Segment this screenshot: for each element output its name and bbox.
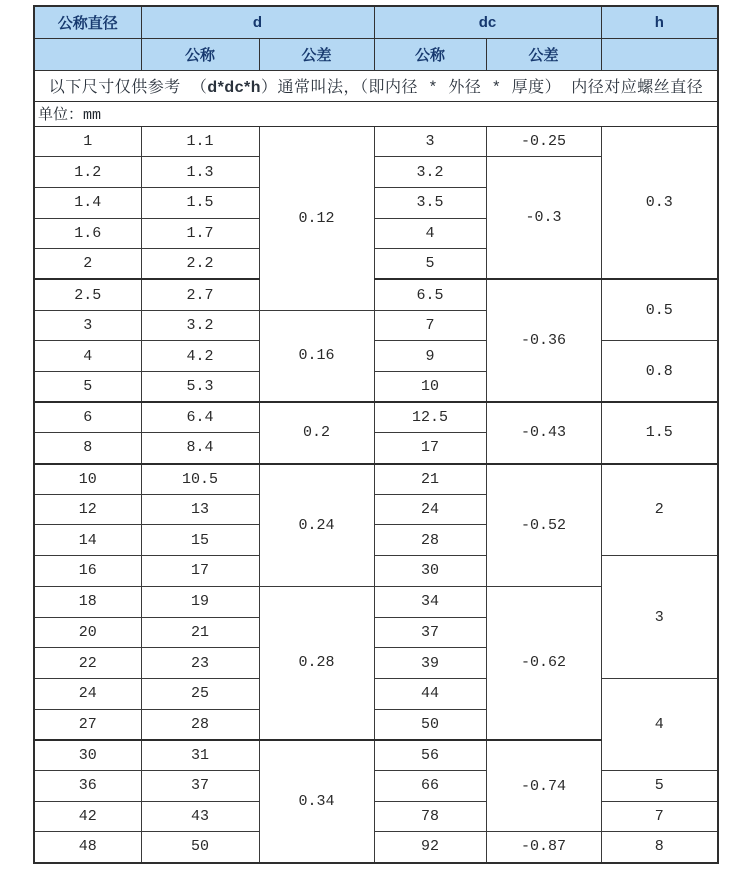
- cell-dc-nominal: 4: [374, 218, 486, 249]
- cell-nominal-diameter: 10: [34, 464, 141, 495]
- table-row: [34, 464, 718, 495]
- table-row: [34, 832, 718, 863]
- spec-table: [33, 5, 719, 864]
- cell-d-nominal: 28: [141, 709, 259, 740]
- cell-nominal-diameter: 16: [34, 556, 141, 587]
- cell-dc-nominal: 3: [374, 126, 486, 157]
- cell-nominal-diameter: 14: [34, 525, 141, 556]
- title-part1: 以下尺寸仅供参考 （: [48, 79, 208, 97]
- cell-dc-nominal: 6.5: [374, 279, 486, 310]
- cell-nominal-diameter: 42: [34, 801, 141, 832]
- cell-h: 0.3: [601, 126, 718, 279]
- cell-d-nominal: 5.3: [141, 372, 259, 403]
- cell-nominal-diameter: 1: [34, 126, 141, 157]
- cell-dc-nominal: 34: [374, 586, 486, 617]
- cell-dc-nominal: 12.5: [374, 402, 486, 433]
- cell-dc-nominal: 92: [374, 832, 486, 863]
- cell-nominal-diameter: 20: [34, 617, 141, 648]
- cell-dc-tolerance: -0.3: [486, 157, 601, 280]
- title-row: [34, 70, 718, 101]
- cell-d-nominal: 1.7: [141, 218, 259, 249]
- cell-d-nominal: 2.2: [141, 249, 259, 280]
- cell-nominal-diameter: 22: [34, 648, 141, 679]
- header-d-nominal: 公称: [141, 38, 259, 70]
- header-d: d: [141, 6, 374, 38]
- cell-d-nominal: 23: [141, 648, 259, 679]
- cell-dc-nominal: 30: [374, 556, 486, 587]
- cell-dc-nominal: 66: [374, 770, 486, 801]
- cell-dc-nominal: 78: [374, 801, 486, 832]
- cell-d-nominal: 1.5: [141, 187, 259, 218]
- cell-d-tolerance: 0.34: [259, 740, 374, 863]
- cell-dc-nominal: 3.2: [374, 157, 486, 188]
- cell-d-nominal: 1.1: [141, 126, 259, 157]
- cell-d-tolerance: 0.16: [259, 310, 374, 402]
- cell-nominal-diameter: 6: [34, 402, 141, 433]
- cell-d-tolerance: 0.2: [259, 402, 374, 463]
- header-row-sub: [34, 38, 718, 70]
- cell-d-nominal: 2.7: [141, 279, 259, 310]
- header-d-tolerance: 公差: [259, 38, 374, 70]
- cell-dc-nominal: 21: [374, 464, 486, 495]
- cell-nominal-diameter: 36: [34, 770, 141, 801]
- cell-dc-nominal: 7: [374, 310, 486, 341]
- cell-dc-nominal: 17: [374, 433, 486, 464]
- cell-d-tolerance: 0.28: [259, 586, 374, 739]
- cell-dc-tolerance: -0.52: [486, 464, 601, 587]
- unit-row: [34, 101, 718, 126]
- cell-dc-nominal: 37: [374, 617, 486, 648]
- spec-table-header: [34, 6, 718, 70]
- table-row: [34, 770, 718, 801]
- cell-dc-tolerance: -0.62: [486, 586, 601, 739]
- cell-nominal-diameter: 12: [34, 494, 141, 525]
- header-h: h: [601, 6, 718, 38]
- table-row: [34, 556, 718, 587]
- header-dc-tolerance: 公差: [486, 38, 601, 70]
- cell-nominal-diameter: 1.6: [34, 218, 141, 249]
- cell-dc-nominal: 39: [374, 648, 486, 679]
- cell-dc-nominal: 28: [374, 525, 486, 556]
- table-row: [34, 341, 718, 372]
- cell-d-nominal: 3.2: [141, 310, 259, 341]
- cell-nominal-diameter: 27: [34, 709, 141, 740]
- cell-d-nominal: 13: [141, 494, 259, 525]
- cell-d-nominal: 17: [141, 556, 259, 587]
- cell-dc-nominal: 56: [374, 740, 486, 771]
- cell-h: 0.5: [601, 279, 718, 340]
- cell-h: 8: [601, 832, 718, 863]
- cell-dc-nominal: 44: [374, 678, 486, 709]
- title-formula: d*dc*h: [207, 79, 262, 96]
- table-row: [34, 402, 718, 433]
- cell-h: 1.5: [601, 402, 718, 463]
- cell-nominal-diameter: 30: [34, 740, 141, 771]
- cell-dc-tolerance: -0.43: [486, 402, 601, 463]
- cell-d-nominal: 31: [141, 740, 259, 771]
- spec-table-meta: [34, 70, 718, 126]
- table-row: [34, 801, 718, 832]
- cell-h: 4: [601, 678, 718, 770]
- spec-table-body: [34, 126, 718, 863]
- table-row: [34, 126, 718, 157]
- cell-d-tolerance: 0.24: [259, 464, 374, 587]
- cell-nominal-diameter: 3: [34, 310, 141, 341]
- table-row: [34, 678, 718, 709]
- cell-nominal-diameter: 5: [34, 372, 141, 403]
- cell-d-nominal: 15: [141, 525, 259, 556]
- cell-dc-tolerance: -0.36: [486, 279, 601, 402]
- cell-dc-nominal: 9: [374, 341, 486, 372]
- cell-h: 2: [601, 464, 718, 556]
- cell-d-nominal: 19: [141, 586, 259, 617]
- sheet-title: [34, 70, 718, 101]
- cell-d-nominal: 37: [141, 770, 259, 801]
- cell-h: 5: [601, 770, 718, 801]
- header-dc-nominal: 公称: [374, 38, 486, 70]
- cell-nominal-diameter: 2: [34, 249, 141, 280]
- header-row-main: [34, 6, 718, 38]
- cell-nominal-diameter: 4: [34, 341, 141, 372]
- header-dc: dc: [374, 6, 601, 38]
- cell-h: 0.8: [601, 341, 718, 402]
- cell-dc-tolerance: -0.25: [486, 126, 601, 157]
- cell-h: 7: [601, 801, 718, 832]
- cell-dc-tolerance: -0.87: [486, 832, 601, 863]
- cell-h: 3: [601, 556, 718, 679]
- cell-d-nominal: 8.4: [141, 433, 259, 464]
- cell-nominal-diameter: 48: [34, 832, 141, 863]
- cell-nominal-diameter: 1.2: [34, 157, 141, 188]
- title-part2: ）通常叫法，（即内径 * 外径 * 厚度） 内径对应螺丝直径: [261, 79, 704, 97]
- cell-d-nominal: 1.3: [141, 157, 259, 188]
- header-blank-left: [34, 38, 141, 70]
- unit-label: 单位：mm: [34, 101, 718, 126]
- cell-dc-nominal: 10: [374, 372, 486, 403]
- cell-dc-nominal: 24: [374, 494, 486, 525]
- header-blank-right: [601, 38, 718, 70]
- cell-nominal-diameter: 18: [34, 586, 141, 617]
- cell-d-nominal: 50: [141, 832, 259, 863]
- cell-d-nominal: 10.5: [141, 464, 259, 495]
- cell-nominal-diameter: 24: [34, 678, 141, 709]
- table-row: [34, 279, 718, 310]
- cell-dc-tolerance: -0.74: [486, 740, 601, 832]
- header-nominal-diameter: 公称直径: [34, 6, 141, 38]
- cell-d-nominal: 4.2: [141, 341, 259, 372]
- cell-nominal-diameter: 8: [34, 433, 141, 464]
- cell-d-nominal: 6.4: [141, 402, 259, 433]
- cell-nominal-diameter: 2.5: [34, 279, 141, 310]
- cell-dc-nominal: 5: [374, 249, 486, 280]
- cell-dc-nominal: 3.5: [374, 187, 486, 218]
- cell-d-nominal: 43: [141, 801, 259, 832]
- cell-nominal-diameter: 1.4: [34, 187, 141, 218]
- cell-d-nominal: 25: [141, 678, 259, 709]
- cell-dc-nominal: 50: [374, 709, 486, 740]
- cell-d-tolerance: 0.12: [259, 126, 374, 310]
- cell-d-nominal: 21: [141, 617, 259, 648]
